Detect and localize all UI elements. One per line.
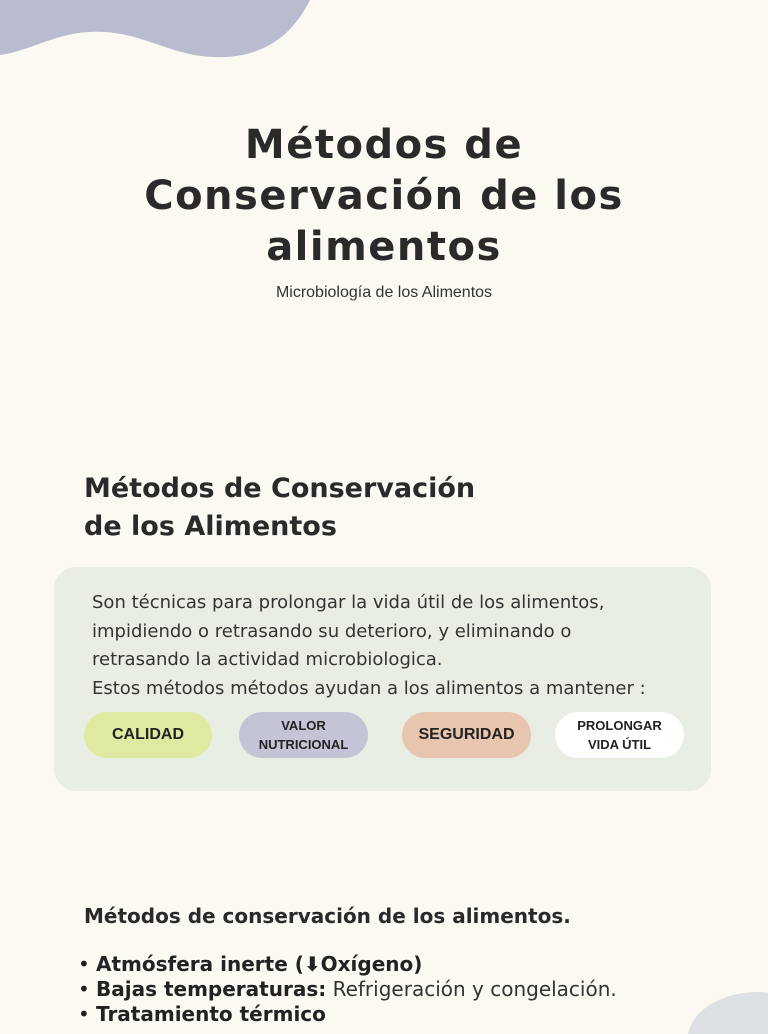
definition-text: [92, 589, 692, 703]
pill-calidad-label: CALIDAD: [112, 726, 184, 743]
definition-line: Son técnicas para prolongar la vida útil de los alimentos,: [92, 592, 605, 613]
pill-calidad: [84, 712, 212, 758]
decorative-blob-top: [0, 0, 320, 60]
methods-heading: Métodos de conservación de los alimentos.: [84, 904, 571, 928]
pill-prolongar-vida-util: [555, 712, 684, 758]
page-title-line-1: Métodos de: [244, 122, 524, 168]
methods-list: [78, 952, 617, 1027]
bullet-icon: •: [78, 952, 90, 976]
method-name: Tratamiento térmico: [96, 1002, 326, 1026]
page-subtitle: Microbiología de los Alimentos: [275, 284, 493, 301]
definition-line: Estos métodos métodos ayudan a los alimentos a mantener :: [92, 677, 646, 699]
page-title: [0, 120, 768, 273]
definition-line: retrasando la actividad microbiologica.: [92, 649, 443, 670]
method-item: [78, 977, 617, 1002]
bullet-icon: •: [78, 977, 90, 1001]
decorative-blob-bottom: [688, 984, 768, 1034]
method-name: Bajas temperaturas:: [96, 977, 327, 1001]
bullet-icon: •: [78, 1002, 90, 1026]
pill-prolongar-vida-util-line-1: PROLONGAR: [577, 718, 662, 733]
section-heading: [84, 470, 475, 546]
method-detail: Refrigeración y congelación.: [326, 977, 617, 1001]
method-item: [78, 1002, 617, 1027]
pill-seguridad-label: SEGURIDAD: [418, 726, 515, 743]
section-heading-line-1: Métodos de Conservación: [84, 473, 476, 504]
definition-line: impidiendo o retrasando su deterioro, y eliminando o: [92, 620, 572, 642]
page-title-line-3: alimentos: [266, 224, 502, 270]
pill-valor-nutricional: [239, 712, 368, 758]
pill-prolongar-vida-util-line-2: VIDA ÚTIL: [587, 737, 652, 752]
pill-valor-nutricional-line-2: NUTRICIONAL: [258, 737, 349, 752]
method-item: [78, 952, 617, 977]
section-heading-line-2: de los Alimentos: [84, 511, 337, 542]
pill-valor-nutricional-line-1: VALOR: [281, 718, 326, 733]
method-name: Atmósfera inerte (⬇Oxígeno): [96, 952, 423, 976]
pill-seguridad: [402, 712, 531, 758]
page-title-line-2: Conservación de los: [144, 173, 624, 219]
